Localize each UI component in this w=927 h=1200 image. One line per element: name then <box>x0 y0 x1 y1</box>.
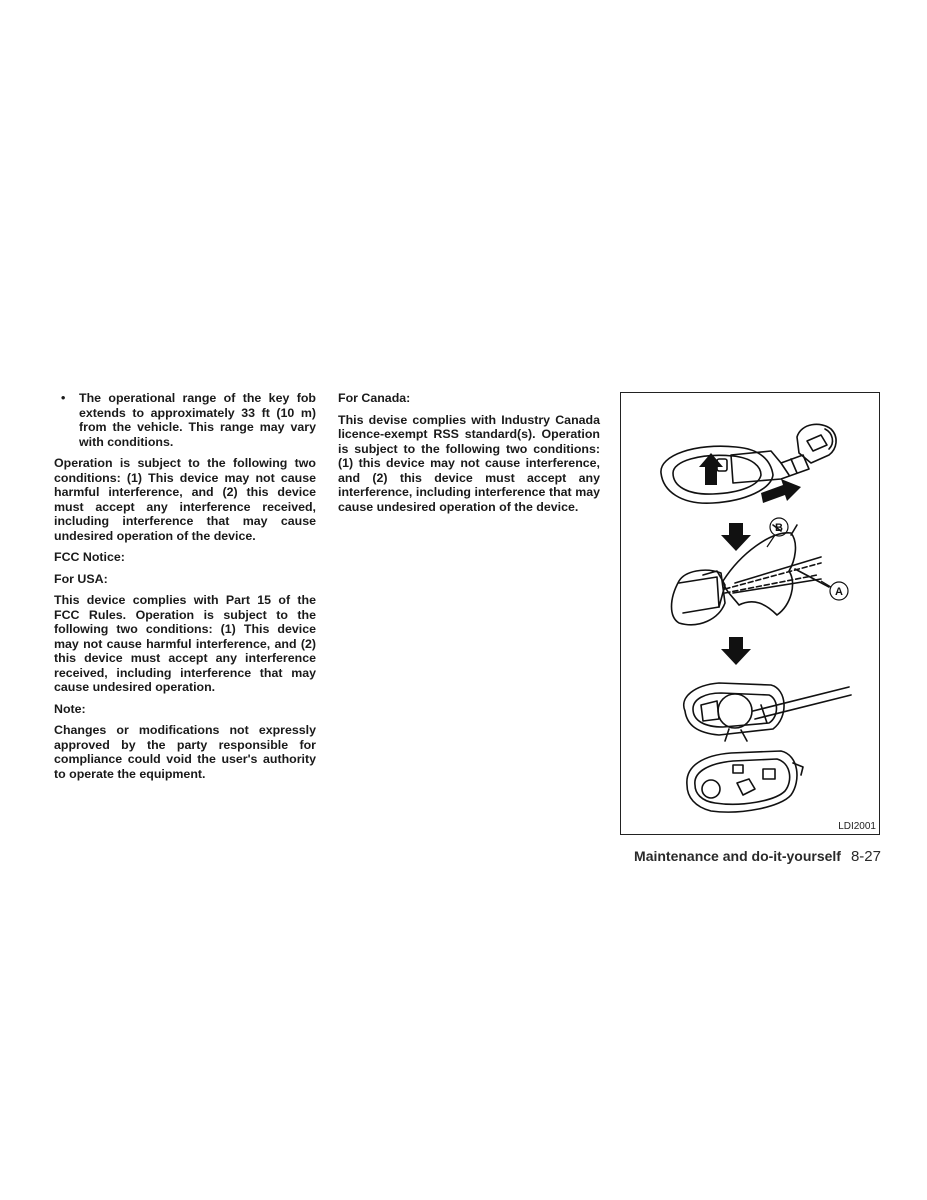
key-fob-illustration <box>621 393 879 834</box>
up-arrow-icon <box>699 453 723 485</box>
canada-heading: For Canada: <box>338 391 411 405</box>
right-arrow-icon <box>761 479 801 503</box>
range-bullet-text: The operational range of the key fob extends to approximately 33 ft (10 m) from the vehicle. This range may vary with conditions. <box>79 391 316 449</box>
fob-step3-drawing <box>684 683 851 741</box>
note-text: Changes or modifications not expressly approved by the party responsible for compliance could void the user's authority to operate the equipment. <box>54 723 316 781</box>
fob-step4-drawing <box>687 751 803 812</box>
section-title: Maintenance and do-it-yourself <box>634 848 841 864</box>
fob-step2-drawing <box>672 525 830 625</box>
fob-step1-drawing <box>661 424 836 503</box>
callout-a-label: A <box>835 586 843 598</box>
operation-conditions-text: Operation is subject to the following two conditions: (1) This device may not cause harmful interference, and (2) this device must accept any interference received, including interference that may cause undesired operation of the device. <box>54 456 316 543</box>
page-number: 8-27 <box>850 848 881 865</box>
figure-id-label: LDI2001 <box>838 821 876 832</box>
left-column <box>54 391 316 788</box>
down-arrow-icon-1 <box>721 523 751 551</box>
page-footer <box>634 848 881 865</box>
range-bullet <box>54 391 316 449</box>
down-arrow-icon-2 <box>721 637 751 665</box>
direction-arrows <box>699 453 801 665</box>
fcc-notice-heading: FCC Notice: <box>54 550 125 564</box>
callout-b-label: B <box>775 522 783 534</box>
usa-heading: For USA: <box>54 571 108 586</box>
note-heading: Note: <box>54 701 86 716</box>
middle-column <box>338 391 600 521</box>
bullet-mark: • <box>61 391 66 405</box>
key-fob-figure <box>620 392 880 835</box>
canada-text: This devise complies with Industry Canada licence-exempt RSS standard(s). Operation is subject to the following two conditions: (1) this device may not cause interference, and (2) this device must accept any interference, including interference that may cause undesired operation of the device. <box>338 412 600 514</box>
usa-text: This device complies with Part 15 of the FCC Rules. Operation is subject to the following two conditions: (1) This device may not cause harmful interference, and (2) this device must accept any interference received, including interference that may cause undesired operation. <box>54 593 316 694</box>
